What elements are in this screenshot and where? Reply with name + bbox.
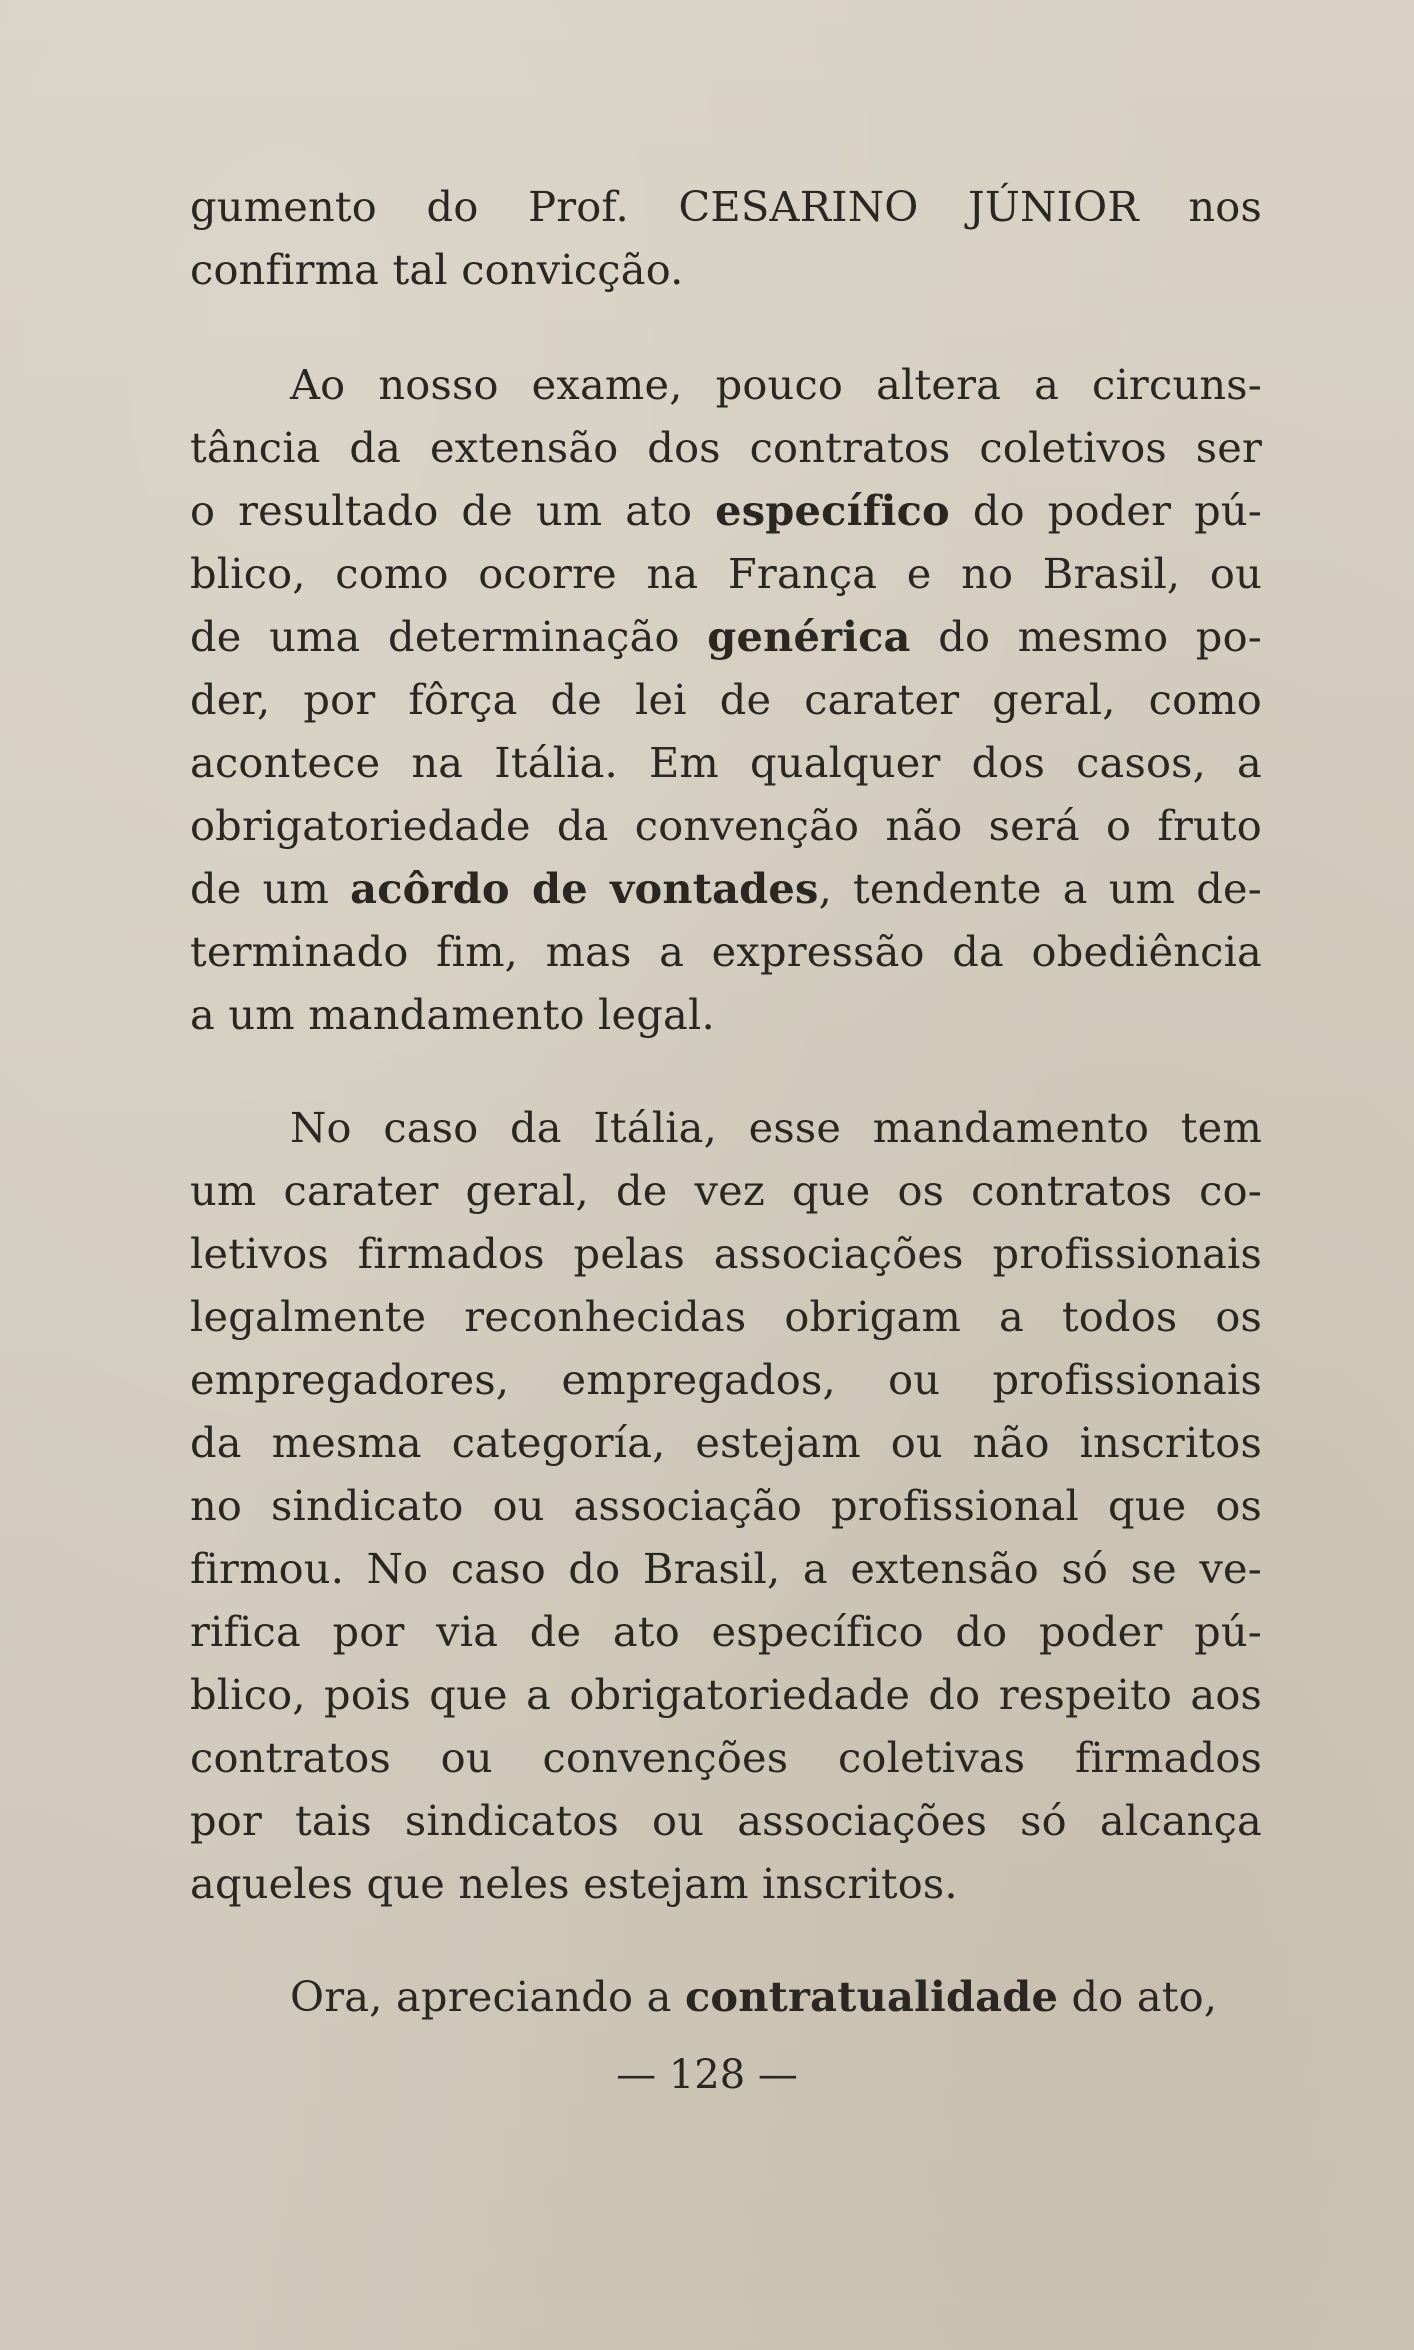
text-line: de um acôrdo de vontades, tendente a um de- [190, 864, 1262, 913]
emphasized-term: específico [715, 486, 950, 535]
text-line: blico, pois que a obrigatoriedade do respeito aos [190, 1670, 1262, 1719]
text-line: blico, como ocorre na França e no Brasil, ou [190, 549, 1262, 598]
text-line: terminado fim, mas a expressão da obediência [190, 927, 1262, 976]
text-line: legalmente reconhecidas obrigam a todos os [190, 1292, 1262, 1341]
text-line: letivos firmados pelas associações profissionais [190, 1229, 1262, 1278]
body-text [190, 175, 1262, 2028]
text-line: aqueles que neles estejam inscritos. [190, 1859, 958, 1908]
text-line: de uma determinação genérica do mesmo po- [190, 612, 1262, 661]
text-line: o resultado de um ato específico do poder pú- [190, 486, 1262, 535]
text-line: acontece na Itália. Em qualquer dos casos, a [190, 738, 1262, 787]
text-line: der, por fôrça de lei de carater geral, como [190, 675, 1262, 724]
text-line: no sindicato ou associação profissional que os [190, 1481, 1262, 1530]
emphasized-term: genérica [707, 612, 911, 661]
text-line: gumento do Prof. CESARINO JÚNIOR nos [190, 182, 1262, 231]
text-line: obrigatoriedade da convenção não será o fruto [190, 801, 1262, 850]
text-line: Ao nosso exame, pouco altera a circuns- [290, 360, 1262, 409]
text-line: a um mandamento legal. [190, 990, 715, 1039]
text-line: Ora, apreciando a contratualidade do ato, [290, 1972, 1218, 2021]
text-line: rifica por via de ato específico do poder pú- [190, 1607, 1262, 1656]
text-line: da mesma categoría, estejam ou não inscritos [190, 1418, 1262, 1467]
text-line: contratos ou convenções coletivas firmados [190, 1733, 1262, 1782]
text-line: No caso da Itália, esse mandamento tem [290, 1103, 1262, 1152]
text-line: firmou. No caso do Brasil, a extensão só se ve- [190, 1544, 1262, 1593]
text-line: por tais sindicatos ou associações só alcança [190, 1796, 1262, 1845]
text-line: confirma tal convicção. [190, 245, 684, 294]
emphasized-term: contratualidade [684, 1972, 1059, 2021]
text-line: um carater geral, de vez que os contratos co- [190, 1166, 1262, 1215]
emphasized-term: acôrdo de vontades [350, 864, 819, 913]
text-line: tância da extensão dos contratos coletivos ser [190, 423, 1262, 472]
page-number: — 128 — [616, 2052, 798, 2098]
text-line: empregadores, empregados, ou profissionais [190, 1355, 1262, 1404]
